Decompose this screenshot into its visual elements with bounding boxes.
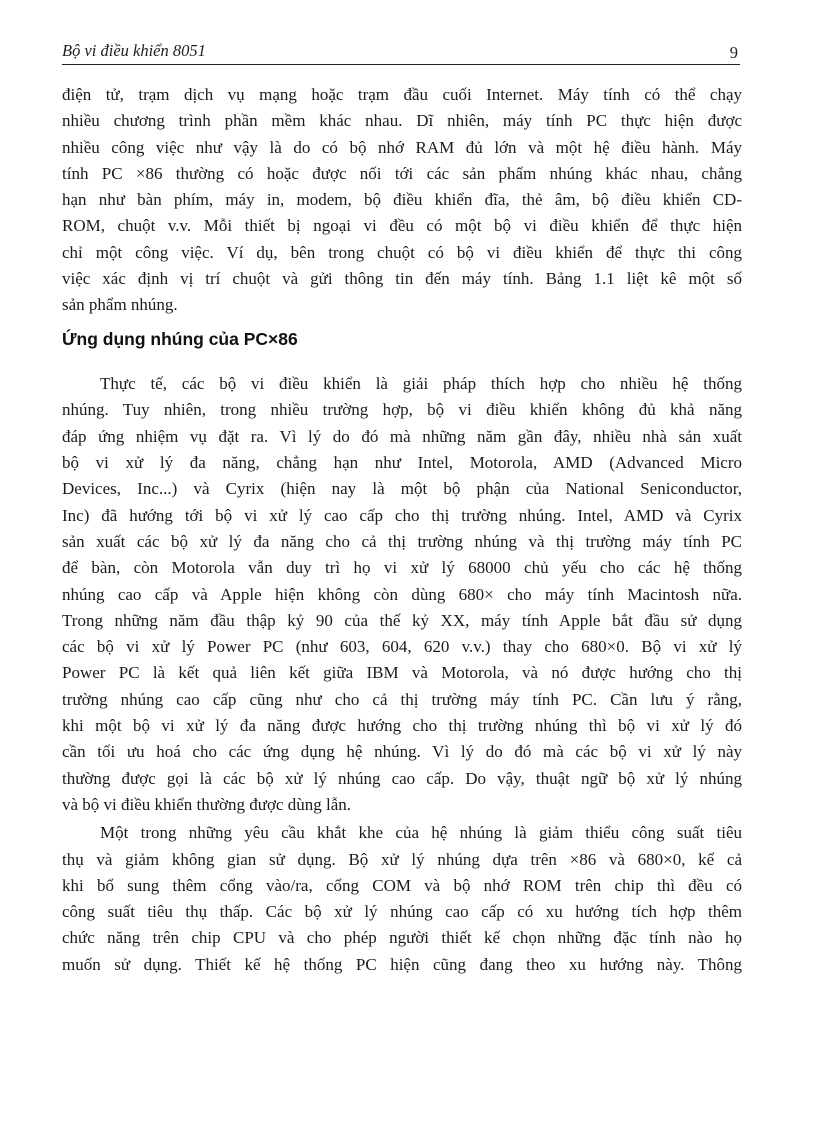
text-line: ROM, chuột v.v. Mỗi thiết bị ngoại vi đều có một bộ vi điều khiển để thực hiện xyxy=(62,216,742,236)
text-line: Power PC là kết quả liên kết giữa IBM và Motorola, và nó được hướng cho thị xyxy=(62,663,742,683)
text-line: đáp ứng nhiệm vụ đặt ra. Vì lý do đó mà những năm gần đây, nhiều nhà sản xuất xyxy=(62,426,742,446)
running-title: Bộ vi điều khiển 8051 xyxy=(62,41,206,60)
text-line: Devices, Inc...) và Cyrix (hiện nay là một bộ phận của National Seniconductor, xyxy=(62,479,742,499)
text-line: thường được gọi là các bộ xử lý nhúng cao cấp. Do vậy, thuật ngữ bộ xử lý nhúng xyxy=(62,768,742,788)
text-line: Một trong những yêu cầu khắt khe của hệ nhúng là giảm thiểu công suất tiêu xyxy=(100,823,742,843)
page-number: 9 xyxy=(729,43,738,62)
text-line: để bàn, còn Motorola vẫn duy trì họ vi xử lý 68000 chủ yếu cho các hệ thống xyxy=(62,558,742,578)
body-text xyxy=(62,82,742,978)
section-heading: Ứng dụng nhúng của PC×86 xyxy=(62,328,298,349)
text-line: Thực tế, các bộ vi điều khiển là giải pháp thích hợp cho nhiều hệ thống xyxy=(100,374,742,394)
text-line: cần tối ưu hoá cho các ứng dụng hệ nhúng. Vì lý do đó mà các bộ vi xử lý này xyxy=(62,742,742,762)
text-line: nhúng cao cấp và Apple hiện không còn dùng 680× cho máy tính Macintosh nữa. xyxy=(62,584,742,604)
text-line: bộ vi xử lý đa năng, chẳng hạn như Intel, Motorola, AMD (Advanced Micro xyxy=(62,453,742,473)
text-line: muốn sử dụng. Thiết kế hệ thống PC hiện cũng đang theo xu hướng này. Thông xyxy=(62,954,742,974)
text-line: nhiều công việc như vậy là do có bộ nhớ RAM đủ lớn và một hệ điều hành. Máy xyxy=(62,137,742,157)
intro-paragraph xyxy=(62,82,742,319)
text-line: hạn như bàn phím, máy in, modem, bộ điều khiển đĩa, thẻ âm, bộ điều khiển CD- xyxy=(62,190,742,210)
text-line: nhiều chương trình phần mềm khác nhau. Dĩ nhiên, máy tính PC thực hiện được xyxy=(62,111,742,131)
text-line: khi bổ sung thêm cổng vào/ra, cổng COM và bộ nhớ ROM trên chip thì đều có xyxy=(62,875,742,895)
text-line: sản phẩm nhúng. xyxy=(62,295,178,315)
text-line: việc xác định vị trí chuột và gửi thông tin đến máy tính. Bảng 1.1 liệt kê một số xyxy=(62,269,742,289)
text-line: chỉ một công việc. Ví dụ, bên trong chuột có bộ vi điều khiển để thực thi công xyxy=(62,242,742,262)
section-paragraph-2 xyxy=(62,820,742,978)
text-line: và bộ vi điều khiển thường được dùng lẫn. xyxy=(62,794,351,814)
text-line: khi một bộ vi xử lý đa năng được hướng cho thị trường nhúng thì bộ vi xử lý đó xyxy=(62,716,742,736)
text-line: Inc) đã hướng tới bộ vi xử lý cao cấp cho thị trường nhúng. Intel, AMD và Cyrix xyxy=(62,505,742,525)
text-line: các bộ vi xử lý Power PC (như 603, 604, 620 v.v.) thay cho 680×0. Bộ vi xử lý xyxy=(62,637,742,657)
text-line: công suất tiêu thụ thấp. Các bộ xử lý nhúng cao cấp có xu hướng tích hợp thêm xyxy=(62,902,742,922)
text-line: trường nhúng cao cấp cũng như cho cả thị trường máy tính PC. Cần lưu ý rằng, xyxy=(62,689,742,709)
section-paragraph-1 xyxy=(62,371,742,818)
running-header xyxy=(62,40,740,65)
text-line: sản xuất các bộ xử lý đa năng cho cả thị trường nhúng và thị trường máy tính PC xyxy=(62,531,742,551)
text-line: thụ và giảm không gian sử dụng. Bộ xử lý nhúng dựa trên ×86 và 680×0, kể cả xyxy=(62,849,742,869)
text-line: nhúng. Tuy nhiên, trong nhiều trường hợp, bộ vi điều khiển không đủ khả năng xyxy=(62,400,742,420)
text-line: chức năng trên chip CPU và cho phép người thiết kế chọn những đặc tính nào họ xyxy=(62,928,742,948)
text-line: Trong những năm đầu thập kỷ 90 của thế kỷ XX, máy tính Apple bắt đầu sử dụng xyxy=(62,610,742,630)
text-line: điện tử, trạm dịch vụ mạng hoặc trạm đầu cuối Internet. Máy tính có thể chạy xyxy=(62,85,742,104)
text-line: tính PC ×86 thường có hoặc được nối tới các sản phẩm nhúng khác nhau, chẳng xyxy=(62,163,742,183)
